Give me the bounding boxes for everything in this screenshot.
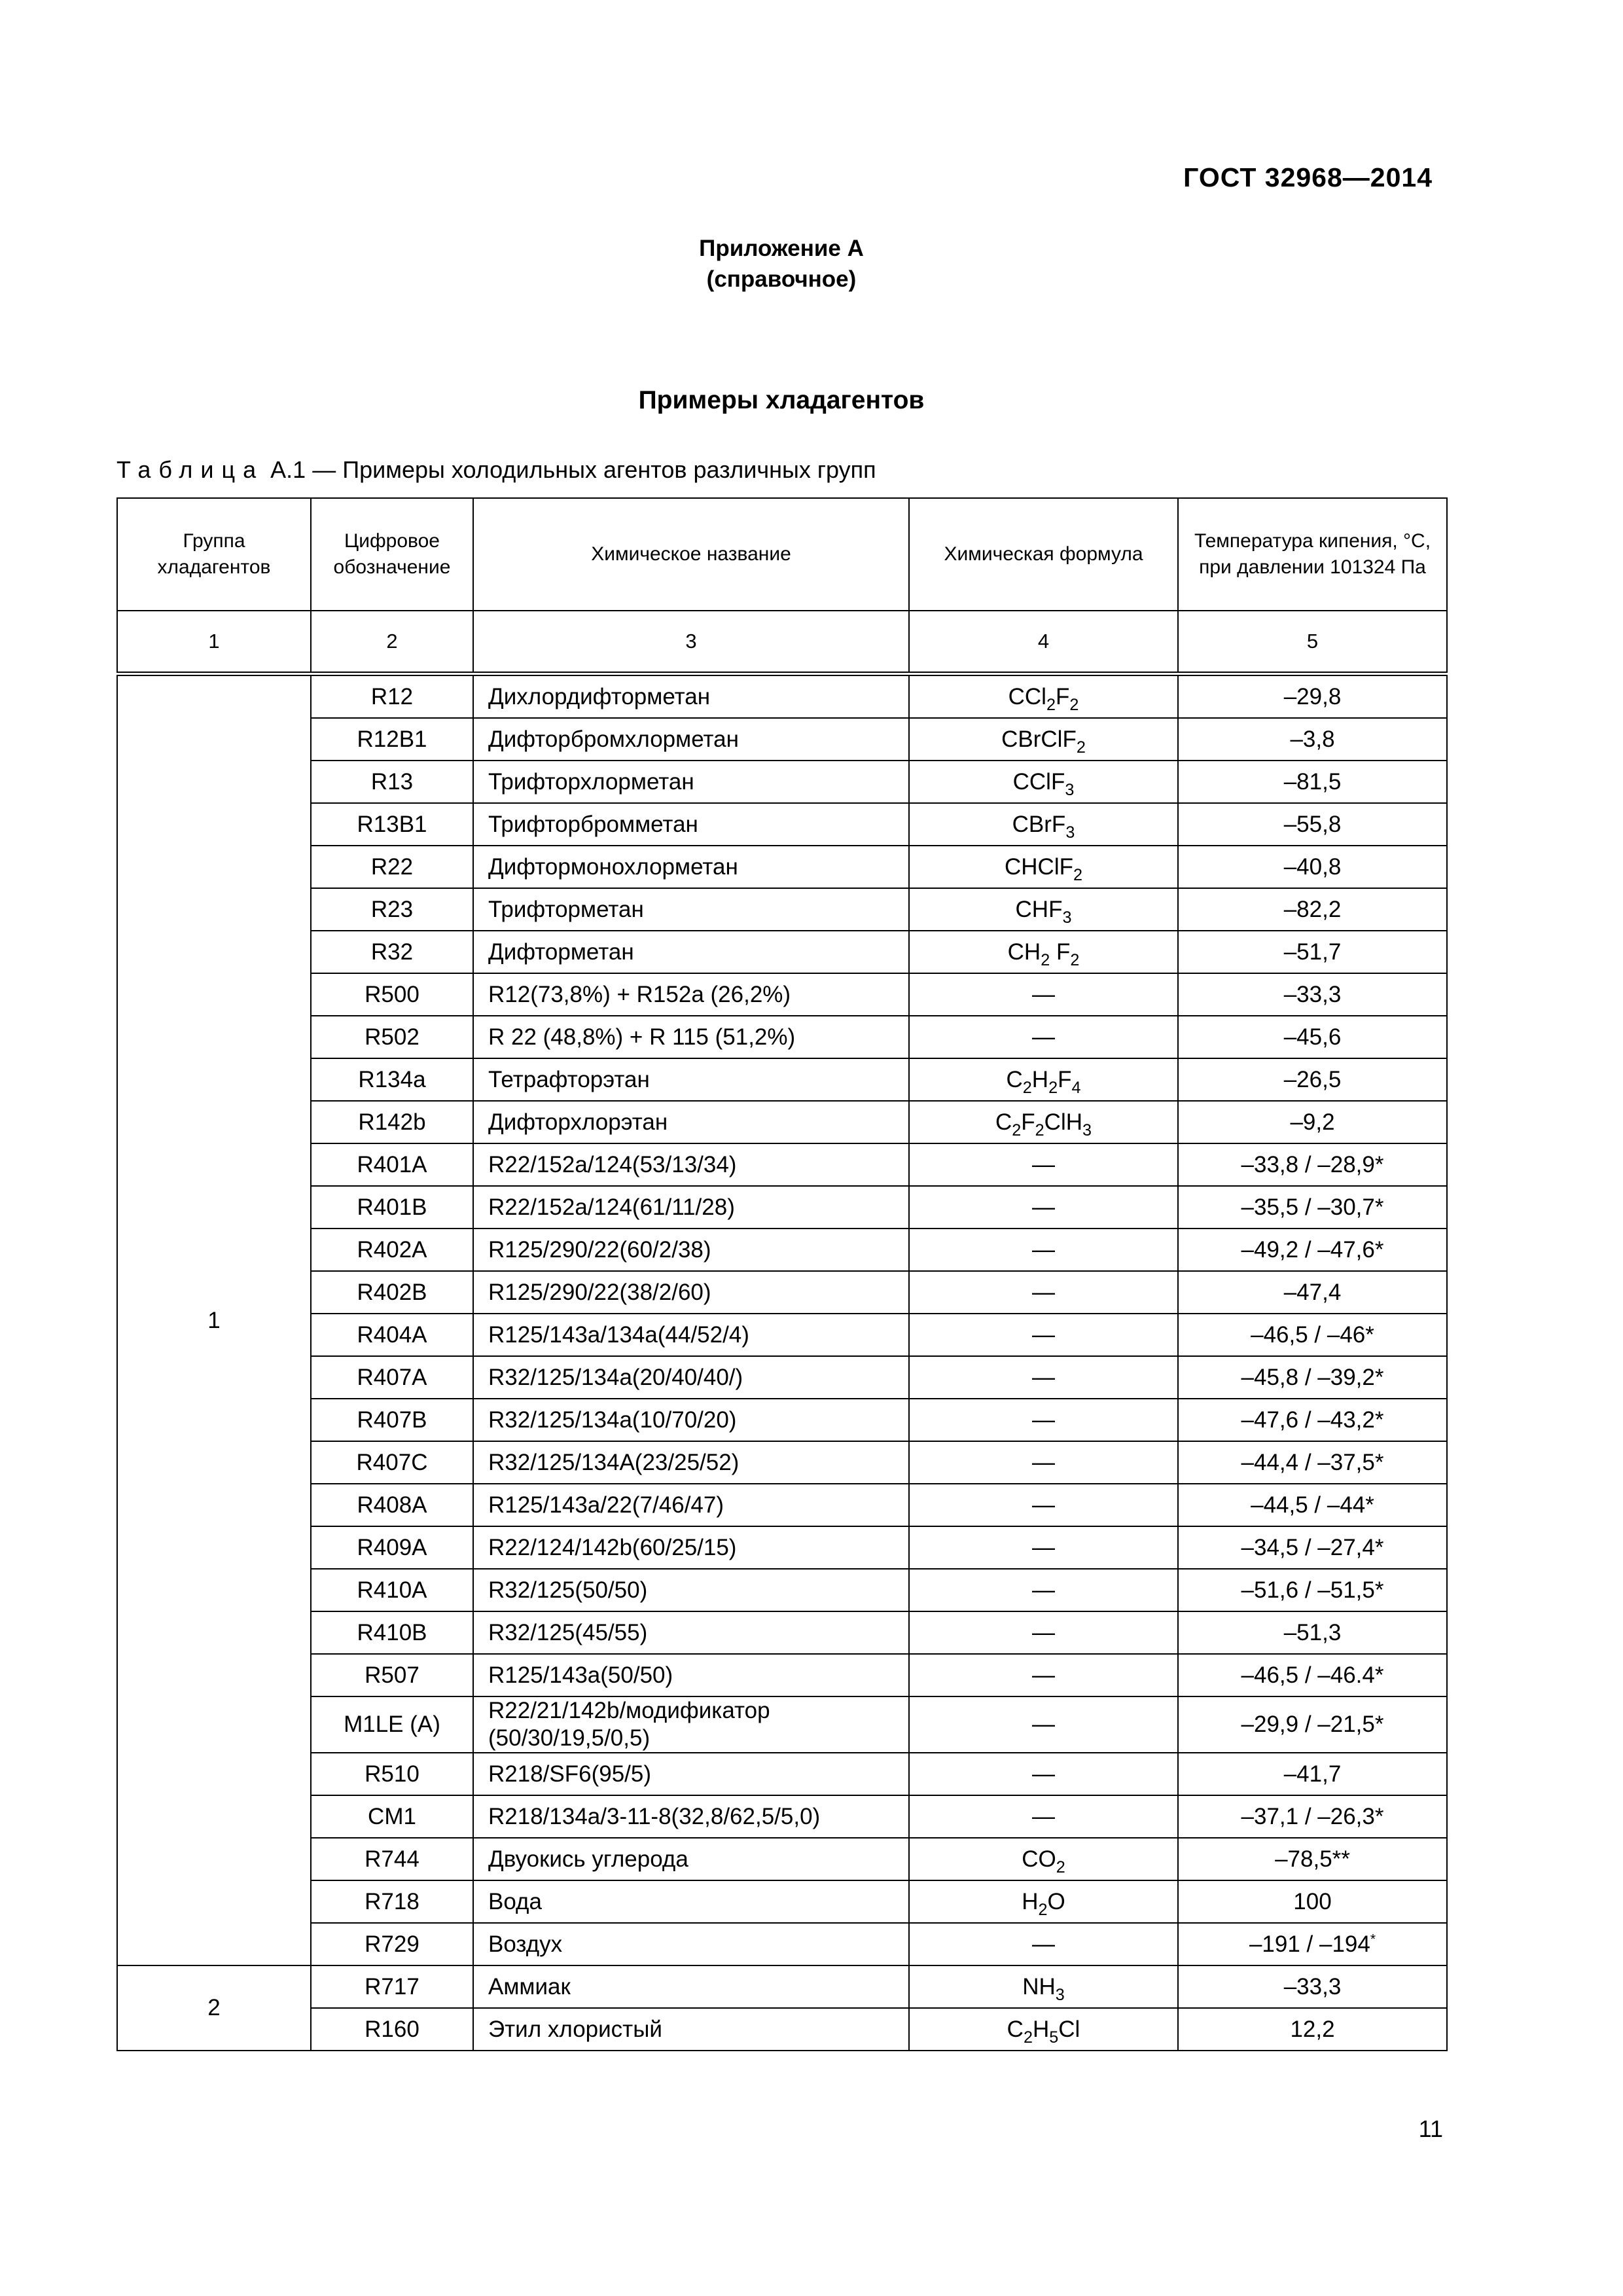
code-cell: R502 bbox=[311, 1016, 473, 1058]
name-cell: R22/21/142b/модификатор (50/30/19,5/0,5) bbox=[473, 1696, 909, 1753]
code-cell: M1LE (A) bbox=[311, 1696, 473, 1753]
table-caption-prefix: Таблица bbox=[116, 456, 264, 483]
boiling-cell: –51,7 bbox=[1178, 931, 1447, 973]
formula-cell: — bbox=[909, 1441, 1178, 1484]
formula-cell: $C_2H_5Cl$ bbox=[909, 2008, 1178, 2051]
table-row bbox=[117, 1795, 1447, 1838]
name-cell: Дифторбромхлорметан bbox=[473, 718, 909, 761]
name-cell: R32/125(45/55) bbox=[473, 1611, 909, 1654]
code-cell: R32 bbox=[311, 931, 473, 973]
code-cell: R507 bbox=[311, 1654, 473, 1696]
boiling-cell: –45,8 / –39,2* bbox=[1178, 1356, 1447, 1399]
table-row bbox=[117, 1016, 1447, 1058]
table-row bbox=[117, 1654, 1447, 1696]
code-cell: CM1 bbox=[311, 1795, 473, 1838]
boiling-cell: –29,9 / –21,5* bbox=[1178, 1696, 1447, 1753]
table-row bbox=[117, 1186, 1447, 1229]
boiling-cell: –46,5 / –46.4* bbox=[1178, 1654, 1447, 1696]
boiling-cell: –49,2 / –47,6* bbox=[1178, 1229, 1447, 1271]
table-row bbox=[117, 846, 1447, 888]
table-row bbox=[117, 1314, 1447, 1356]
table-row bbox=[117, 718, 1447, 761]
table-row bbox=[117, 888, 1447, 931]
boiling-cell: –40,8 bbox=[1178, 846, 1447, 888]
boiling-cell: –35,5 / –30,7* bbox=[1178, 1186, 1447, 1229]
name-cell: R125/143a/22(7/46/47) bbox=[473, 1484, 909, 1526]
table-row bbox=[117, 1569, 1447, 1611]
appendix-status: (справочное) bbox=[706, 266, 857, 292]
name-cell: Аммиак bbox=[473, 1965, 909, 2008]
formula-cell: — bbox=[909, 1186, 1178, 1229]
name-cell: R125/290/22(38/2/60) bbox=[473, 1271, 909, 1314]
page-number: 11 bbox=[1418, 2115, 1443, 2142]
boiling-cell: –33,3 bbox=[1178, 1965, 1447, 2008]
column-number: 3 bbox=[473, 611, 909, 674]
name-cell: R32/125(50/50) bbox=[473, 1569, 909, 1611]
table-row bbox=[117, 1611, 1447, 1654]
formula-cell: CBrClF$_2$ bbox=[909, 718, 1178, 761]
header-group: Группа хладагентов bbox=[117, 498, 311, 611]
formula-cell: $CHF_3$ bbox=[909, 888, 1178, 931]
name-cell: R22/124/142b(60/25/15) bbox=[473, 1526, 909, 1569]
name-cell: R218/SF6(95/5) bbox=[473, 1753, 909, 1795]
code-cell: R407C bbox=[311, 1441, 473, 1484]
table-row bbox=[117, 1356, 1447, 1399]
formula-cell: $CCl_2F_2$ bbox=[909, 674, 1178, 719]
code-cell: R142b bbox=[311, 1101, 473, 1143]
formula-cell: — bbox=[909, 1314, 1178, 1356]
formula-cell: CHClF$_2$ bbox=[909, 846, 1178, 888]
name-cell: Дифторхлорэтан bbox=[473, 1101, 909, 1143]
name-cell: Трифторхлорметан bbox=[473, 761, 909, 803]
name-cell: R32/125/134a(10/70/20) bbox=[473, 1399, 909, 1441]
name-cell: Этил хлористый bbox=[473, 2008, 909, 2051]
code-cell: R13 bbox=[311, 761, 473, 803]
name-cell: Дифторметан bbox=[473, 931, 909, 973]
name-cell: Дифтормонохлорметан bbox=[473, 846, 909, 888]
table-row bbox=[117, 1696, 1447, 1753]
name-cell: R125/143a/134a(44/52/4) bbox=[473, 1314, 909, 1356]
formula-cell: — bbox=[909, 1696, 1178, 1753]
formula-cell: — bbox=[909, 1484, 1178, 1526]
boiling-cell: –51,3 bbox=[1178, 1611, 1447, 1654]
code-cell: R407A bbox=[311, 1356, 473, 1399]
section-title: Примеры хладагентов bbox=[638, 386, 925, 414]
boiling-cell: –44,5 / –44* bbox=[1178, 1484, 1447, 1526]
boiling-cell: –44,4 / –37,5* bbox=[1178, 1441, 1447, 1484]
column-number: 4 bbox=[909, 611, 1178, 674]
code-cell: R22 bbox=[311, 846, 473, 888]
code-cell: R408A bbox=[311, 1484, 473, 1526]
boiling-cell: –81,5 bbox=[1178, 761, 1447, 803]
table-row bbox=[117, 1923, 1447, 1965]
header-row bbox=[117, 498, 1447, 611]
formula-cell: $CH_2$ $F_2$ bbox=[909, 931, 1178, 973]
header-boiling: Температура кипения, °С, при давлении 101324 Па bbox=[1178, 498, 1447, 611]
boiling-cell: –37,1 / –26,3* bbox=[1178, 1795, 1447, 1838]
code-cell: R13B1 bbox=[311, 803, 473, 846]
name-cell: R 22 (48,8%) + R 115 (51,2%) bbox=[473, 1016, 909, 1058]
formula-cell: — bbox=[909, 1143, 1178, 1186]
table-row bbox=[117, 1271, 1447, 1314]
column-number: 1 bbox=[117, 611, 311, 674]
formula-cell: — bbox=[909, 1569, 1178, 1611]
boiling-cell: –51,6 / –51,5* bbox=[1178, 1569, 1447, 1611]
boiling-cell: –9,2 bbox=[1178, 1101, 1447, 1143]
formula-cell: $C_2H_2F_4$ bbox=[909, 1058, 1178, 1101]
appendix-label: Приложение А bbox=[699, 236, 864, 261]
boiling-cell: –33,3 bbox=[1178, 973, 1447, 1016]
table-row bbox=[117, 1058, 1447, 1101]
table-row bbox=[117, 1484, 1447, 1526]
column-number: 5 bbox=[1178, 611, 1447, 674]
name-cell: R12(73,8%) + R152a (26,2%) bbox=[473, 973, 909, 1016]
table-row bbox=[117, 931, 1447, 973]
boiling-cell: –45,6 bbox=[1178, 1016, 1447, 1058]
formula-cell: $CO_2$ bbox=[909, 1838, 1178, 1880]
column-number-row bbox=[117, 611, 1447, 674]
formula-cell: — bbox=[909, 1399, 1178, 1441]
code-cell: R410A bbox=[311, 1569, 473, 1611]
group-cell: 2 bbox=[117, 1965, 311, 2051]
name-cell: R125/143a(50/50) bbox=[473, 1654, 909, 1696]
header-code: Цифровое обозначение bbox=[311, 498, 473, 611]
table-row bbox=[117, 1838, 1447, 1880]
name-cell: R125/290/22(60/2/38) bbox=[473, 1229, 909, 1271]
code-cell: R407B bbox=[311, 1399, 473, 1441]
table-row bbox=[117, 1880, 1447, 1923]
table-row bbox=[117, 674, 1447, 719]
code-cell: R12B1 bbox=[311, 718, 473, 761]
table-row bbox=[117, 973, 1447, 1016]
header-formula: Химическая формула bbox=[909, 498, 1178, 611]
document-code: ГОСТ 32968—2014 bbox=[1183, 162, 1433, 192]
boiling-cell: –46,5 / –46* bbox=[1178, 1314, 1447, 1356]
code-cell: R404A bbox=[311, 1314, 473, 1356]
boiling-cell: –191 / –194* bbox=[1178, 1923, 1447, 1965]
table-row bbox=[117, 1965, 1447, 2008]
code-cell: R410B bbox=[311, 1611, 473, 1654]
formula-cell: — bbox=[909, 1271, 1178, 1314]
code-cell: R401A bbox=[311, 1143, 473, 1186]
code-cell: R409A bbox=[311, 1526, 473, 1569]
table-caption-text: А.1 — Примеры холодильных агентов различных групп bbox=[264, 456, 876, 483]
name-cell: Дихлордифторметан bbox=[473, 674, 909, 719]
formula-cell: $C_2F_2ClH_3$ bbox=[909, 1101, 1178, 1143]
formula-cell: $H_2O$ bbox=[909, 1880, 1178, 1923]
boiling-cell: –47,4 bbox=[1178, 1271, 1447, 1314]
boiling-cell: 100 bbox=[1178, 1880, 1447, 1923]
formula-cell: $NH_3$ bbox=[909, 1965, 1178, 2008]
header-name: Химическое название bbox=[473, 498, 909, 611]
code-cell: R718 bbox=[311, 1880, 473, 1923]
name-cell: Вода bbox=[473, 1880, 909, 1923]
formula-cell: — bbox=[909, 1611, 1178, 1654]
name-cell: Трифторбромметан bbox=[473, 803, 909, 846]
formula-cell: — bbox=[909, 1753, 1178, 1795]
formula-cell: CClF$_3$ bbox=[909, 761, 1178, 803]
table-row bbox=[117, 761, 1447, 803]
boiling-cell: –78,5** bbox=[1178, 1838, 1447, 1880]
table-row bbox=[117, 1399, 1447, 1441]
boiling-cell: –33,8 / –28,9* bbox=[1178, 1143, 1447, 1186]
group-cell: 1 bbox=[117, 674, 311, 1966]
boiling-cell: –55,8 bbox=[1178, 803, 1447, 846]
boiling-cell: –29,8 bbox=[1178, 674, 1447, 719]
name-cell: R32/125/134A(23/25/52) bbox=[473, 1441, 909, 1484]
name-cell: Тетрафторэтан bbox=[473, 1058, 909, 1101]
code-cell: R500 bbox=[311, 973, 473, 1016]
code-cell: R134a bbox=[311, 1058, 473, 1101]
formula-cell: — bbox=[909, 1016, 1178, 1058]
table-row bbox=[117, 1526, 1447, 1569]
formula-cell: CBrF$_3$ bbox=[909, 803, 1178, 846]
code-cell: R402B bbox=[311, 1271, 473, 1314]
code-cell: R744 bbox=[311, 1838, 473, 1880]
table-row bbox=[117, 1229, 1447, 1271]
code-cell: R23 bbox=[311, 888, 473, 931]
code-cell: R12 bbox=[311, 674, 473, 719]
table-row bbox=[117, 2008, 1447, 2051]
table-row bbox=[117, 1441, 1447, 1484]
boiling-cell: –3,8 bbox=[1178, 718, 1447, 761]
name-cell: R218/134a/3-11-8(32,8/62,5/5,0) bbox=[473, 1795, 909, 1838]
code-cell: R401B bbox=[311, 1186, 473, 1229]
boiling-cell: –82,2 bbox=[1178, 888, 1447, 931]
code-cell: R402A bbox=[311, 1229, 473, 1271]
refrigerants-table bbox=[116, 497, 1448, 2051]
formula-cell: — bbox=[909, 1923, 1178, 1965]
formula-cell: — bbox=[909, 1356, 1178, 1399]
formula-cell: — bbox=[909, 1795, 1178, 1838]
name-cell: R22/152a/124(61/11/28) bbox=[473, 1186, 909, 1229]
table-row bbox=[117, 1101, 1447, 1143]
boiling-cell: –41,7 bbox=[1178, 1753, 1447, 1795]
boiling-cell: –47,6 / –43,2* bbox=[1178, 1399, 1447, 1441]
code-cell: R729 bbox=[311, 1923, 473, 1965]
code-cell: R510 bbox=[311, 1753, 473, 1795]
table-body bbox=[117, 674, 1447, 2051]
boiling-cell: 12,2 bbox=[1178, 2008, 1447, 2051]
formula-cell: — bbox=[909, 973, 1178, 1016]
table-row bbox=[117, 1143, 1447, 1186]
name-cell: Трифторметан bbox=[473, 888, 909, 931]
boiling-cell: –34,5 / –27,4* bbox=[1178, 1526, 1447, 1569]
column-number: 2 bbox=[311, 611, 473, 674]
name-cell: Воздух bbox=[473, 1923, 909, 1965]
name-cell: Двуокись углерода bbox=[473, 1838, 909, 1880]
table-row bbox=[117, 803, 1447, 846]
name-cell: R32/125/134a(20/40/40/) bbox=[473, 1356, 909, 1399]
table-caption bbox=[116, 456, 876, 484]
formula-cell: — bbox=[909, 1229, 1178, 1271]
appendix-heading bbox=[0, 233, 1563, 295]
formula-cell: — bbox=[909, 1654, 1178, 1696]
formula-cell: — bbox=[909, 1526, 1178, 1569]
code-cell: R717 bbox=[311, 1965, 473, 2008]
code-cell: R160 bbox=[311, 2008, 473, 2051]
boiling-cell: –26,5 bbox=[1178, 1058, 1447, 1101]
name-cell: R22/152a/124(53/13/34) bbox=[473, 1143, 909, 1186]
table-row bbox=[117, 1753, 1447, 1795]
